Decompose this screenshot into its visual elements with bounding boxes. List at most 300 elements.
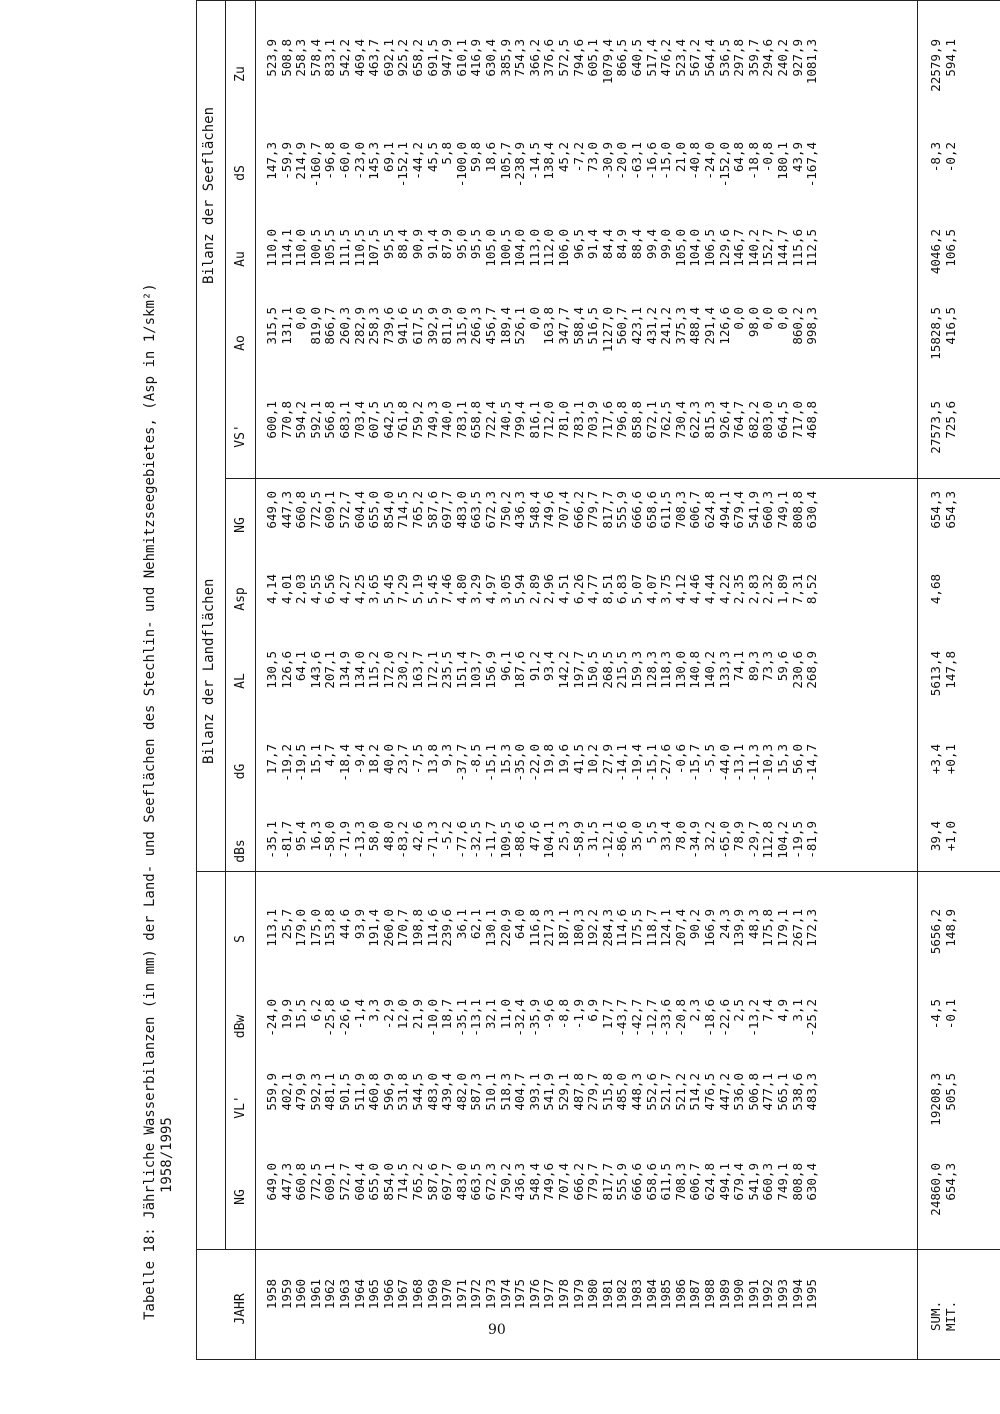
s-cell: 187,1: [556, 909, 571, 947]
ao-cell: 241,2: [658, 307, 674, 345]
dbw-cell: -8,8: [556, 999, 571, 1030]
ao-cell: 131,1: [278, 307, 294, 345]
dg-cell: -15,1: [483, 744, 498, 782]
jahr-cell: 1995: [804, 1279, 820, 1310]
ng-see-cell: 630,4: [804, 491, 820, 529]
zu-cell: 640,5: [629, 39, 644, 77]
ng-see-cell: 749,6: [541, 491, 557, 529]
mit-ds-cell: -0,2: [943, 142, 958, 173]
dbw-cell: 4,9: [775, 999, 790, 1022]
vs-cell: 712,0: [541, 401, 557, 439]
vl-cell: 483,3: [804, 1073, 820, 1111]
zu-cell: 605,1: [585, 39, 601, 77]
ao-cell: 392,9: [424, 307, 440, 345]
dg-cell: -27,6: [658, 744, 674, 782]
au-cell: 115,6: [789, 229, 805, 267]
al-cell: 142,2: [556, 651, 571, 689]
s-cell: 207,4: [672, 909, 688, 947]
asp-cell: 5,45: [380, 574, 396, 605]
mit-au-cell: 106,5: [943, 229, 958, 267]
ng-land-cell: 494,1: [716, 1163, 732, 1201]
mit-al-cell: 147,8: [943, 651, 958, 689]
vs-cell: 703,4: [351, 401, 367, 439]
asp-cell: 1,89: [775, 574, 790, 605]
s-cell: 62,1: [468, 909, 484, 940]
caption-line-1: Tabelle 18: Jährliche Wasserbilanzen (in mm) der Land- und Seeflächen des Stechlin- und Nehmitzseegebietes, (Asp in 1/skm²): [142, 283, 158, 1320]
zu-cell: 294,6: [760, 39, 776, 77]
ng-see-cell: 555,9: [614, 491, 630, 529]
zu-cell: 1081,3: [804, 39, 820, 85]
mit-vl-cell: 505,5: [943, 1073, 958, 1111]
vl-cell: 404,7: [512, 1073, 528, 1111]
ng-see-cell: 655,0: [366, 491, 382, 529]
vl-cell: 565,1: [775, 1073, 790, 1111]
dbw-cell: 15,5: [293, 999, 309, 1030]
ao-cell: 739,6: [380, 307, 396, 345]
al-cell: 128,3: [643, 651, 659, 689]
asp-cell: 7,31: [789, 574, 805, 605]
s-cell: 175,8: [760, 909, 776, 947]
page-number: 90: [488, 1322, 506, 1338]
jahr-cell: 1966: [380, 1279, 396, 1310]
ds-cell: 43,9: [789, 142, 805, 173]
au-cell: 84,4: [599, 229, 615, 260]
mit-dbw-cell: -0,1: [943, 999, 958, 1030]
mit-label: MIT.: [943, 1300, 958, 1331]
sum-vs-cell: 27573,5: [928, 401, 943, 454]
asp-cell: 4,77: [585, 574, 601, 605]
al-cell: 172,0: [380, 651, 396, 689]
jahr-cell: 1960: [293, 1279, 309, 1310]
al-cell: 150,5: [585, 651, 601, 689]
jahr-cell: 1978: [556, 1279, 571, 1310]
ng-land-cell: 714,5: [395, 1163, 411, 1201]
s-cell: 25,7: [278, 909, 294, 940]
au-cell: 106,0: [556, 229, 571, 267]
ao-cell: 282,9: [351, 307, 367, 345]
zu-cell: 925,2: [395, 39, 411, 77]
al-cell: 143,6: [307, 651, 323, 689]
ng-see-cell: 679,4: [731, 491, 747, 529]
vl-cell: 592,3: [307, 1073, 323, 1111]
s-cell: 192,2: [585, 909, 601, 947]
zu-cell: 658,2: [410, 39, 425, 77]
dbw-cell: -25,8: [322, 999, 338, 1037]
dbs-cell: -11,7: [483, 821, 498, 859]
ao-cell: 0,0: [293, 307, 309, 330]
ng-see-cell: 663,5: [468, 491, 484, 529]
asp-cell: 2,96: [541, 574, 557, 605]
s-cell: 64,0: [512, 909, 528, 940]
ng-see-cell: 494,1: [716, 491, 732, 529]
vs-cell: 781,0: [556, 401, 571, 439]
sum-vl-cell: 19208,3: [928, 1073, 943, 1126]
ao-cell: 860,2: [789, 307, 805, 345]
s-cell: 114,6: [614, 909, 630, 947]
dbs-cell: -58,9: [570, 821, 586, 859]
al-cell: 133,3: [716, 651, 732, 689]
ao-cell: 811,9: [439, 307, 455, 345]
ng-see-cell: 708,3: [672, 491, 688, 529]
dg-cell: -14,7: [804, 744, 820, 782]
s-cell: 191,4: [366, 909, 382, 947]
s-cell: 36,1: [453, 909, 469, 940]
jahr-cell: 1970: [439, 1279, 455, 1310]
dbs-cell: 5,5: [643, 821, 659, 844]
ds-cell: 138,4: [541, 142, 557, 180]
vl-cell: 596,9: [380, 1073, 396, 1111]
vs-cell: 664,5: [775, 401, 790, 439]
sum-zu-cell: 22579,9: [928, 39, 943, 92]
vs-cell: 799,4: [512, 401, 528, 439]
dbw-cell: -1,4: [351, 999, 367, 1030]
vl-cell: 511,9: [351, 1073, 367, 1111]
ng-see-cell: 658,6: [643, 491, 659, 529]
ng-see-cell: 660,3: [760, 491, 776, 529]
ng-see-cell: 666,2: [570, 491, 586, 529]
dbs-cell: 95,4: [293, 821, 309, 852]
ng-see-cell: 649,0: [264, 491, 279, 529]
al-cell: 235,5: [439, 651, 455, 689]
vl-cell: 529,1: [556, 1073, 571, 1111]
dbs-cell: -81,9: [804, 821, 820, 859]
dg-cell: -14,1: [614, 744, 630, 782]
al-cell: 159,3: [629, 651, 644, 689]
dbs-cell: 25,3: [556, 821, 571, 852]
vl-cell: 515,8: [599, 1073, 615, 1111]
asp-cell: 8,52: [804, 574, 820, 605]
sum-al-cell: 5613,4: [928, 651, 943, 697]
ng-land-cell: 548,4: [526, 1163, 542, 1201]
ds-cell: 45,2: [556, 142, 571, 173]
asp-cell: 4,51: [556, 574, 571, 605]
ng-land-cell: 663,5: [468, 1163, 484, 1201]
jahr-cell: 1991: [745, 1279, 761, 1310]
asp-cell: 6,26: [570, 574, 586, 605]
vs-cell: 926,4: [716, 401, 732, 439]
dbs-cell: -58,0: [322, 821, 338, 859]
dbw-cell: -42,7: [629, 999, 644, 1037]
vs-cell: 468,8: [804, 401, 820, 439]
ng-land-cell: 541,9: [745, 1163, 761, 1201]
jahr-cell: 1977: [541, 1279, 557, 1310]
al-cell: 207,1: [322, 651, 338, 689]
dbw-cell: -10,0: [424, 999, 440, 1037]
ng-see-cell: 611,5: [658, 491, 674, 529]
dg-cell: 23,7: [395, 744, 411, 775]
al-cell: 130,0: [672, 651, 688, 689]
dbw-cell: 6,2: [307, 999, 323, 1022]
s-cell: 113,1: [264, 909, 279, 947]
asp-cell: 3,29: [468, 574, 484, 605]
jahr-cell: 1971: [453, 1279, 469, 1310]
s-cell: 48,3: [745, 909, 761, 940]
vl-cell: 448,3: [629, 1073, 644, 1111]
vl-cell: 521,7: [658, 1073, 674, 1111]
dbs-cell: 109,5: [497, 821, 513, 859]
dbs-cell: 48,0: [380, 821, 396, 852]
land-see-divider: [225, 478, 1000, 479]
ng-see-cell: 817,7: [599, 491, 615, 529]
dg-cell: 19,6: [556, 744, 571, 775]
au-cell: 105,0: [672, 229, 688, 267]
dbs-cell: -71,9: [337, 821, 352, 859]
asp-cell: 4,14: [264, 574, 279, 605]
jahr-cell: 1987: [687, 1279, 703, 1310]
dbw-cell: -22,6: [716, 999, 732, 1037]
al-cell: 74,1: [731, 651, 747, 682]
vs-cell: 764,7: [731, 401, 747, 439]
au-cell: 114,1: [278, 229, 294, 267]
al-cell: 73,3: [760, 651, 776, 682]
asp-cell: 3,65: [366, 574, 382, 605]
dbw-cell: -43,7: [614, 999, 630, 1037]
s-cell: 24,3: [716, 909, 732, 940]
au-cell: 110,5: [351, 229, 367, 267]
ng-see-cell: 436,3: [512, 491, 528, 529]
al-cell: 59,6: [775, 651, 790, 682]
s-cell: 172,3: [804, 909, 820, 947]
s-cell: 170,7: [395, 909, 411, 947]
jahr-cell: 1959: [278, 1279, 294, 1310]
ds-cell: -24,0: [702, 142, 717, 180]
ng-see-cell: 604,4: [351, 491, 367, 529]
vl-cell: 485,0: [614, 1073, 630, 1111]
ds-cell: -15,0: [658, 142, 674, 180]
vs-cell: 672,1: [643, 401, 659, 439]
ng-see-cell: 750,2: [497, 491, 513, 529]
jahr-cell: 1975: [512, 1279, 528, 1310]
vs-cell: 730,4: [672, 401, 688, 439]
header-al: AL: [233, 673, 248, 689]
zu-cell: 794,6: [570, 39, 586, 77]
asp-cell: 6,56: [322, 574, 338, 605]
au-cell: 105,5: [322, 229, 338, 267]
dbs-cell: -13,3: [351, 821, 367, 859]
dbs-cell: 47,6: [526, 821, 542, 852]
vs-cell: 770,8: [278, 401, 294, 439]
vs-cell: 816,1: [526, 401, 542, 439]
ng-land-cell: 708,3: [672, 1163, 688, 1201]
vl-cell: 476,5: [702, 1073, 717, 1111]
zu-cell: 523,9: [264, 39, 279, 77]
ao-cell: 315,0: [453, 307, 469, 345]
vs-cell: 761,8: [395, 401, 411, 439]
dg-cell: -9,4: [351, 744, 367, 775]
header-dg: dG: [233, 763, 248, 780]
dbs-cell: -35,1: [264, 821, 279, 859]
dg-cell: 17,7: [264, 744, 279, 775]
header-vs: VS': [233, 424, 248, 448]
au-cell: 95,5: [380, 229, 396, 260]
ng-land-cell: 750,2: [497, 1163, 513, 1201]
jahr-cell: 1990: [731, 1279, 747, 1310]
s-cell: 175,5: [629, 909, 644, 947]
asp-cell: 5,45: [424, 574, 440, 605]
au-cell: 95,0: [453, 229, 469, 260]
ds-cell: -7,2: [570, 142, 586, 173]
asp-cell: 7,29: [395, 574, 411, 605]
dg-cell: -19,2: [278, 744, 294, 782]
ng-land-cell: 658,6: [643, 1163, 659, 1201]
sum-asp-cell: 4,68: [928, 574, 943, 605]
vl-cell: 477,1: [760, 1073, 776, 1111]
ao-cell: 291,4: [702, 307, 717, 345]
header-ds: dS: [233, 165, 248, 181]
table-caption: [142, 283, 176, 1320]
vs-cell: 682,2: [745, 401, 761, 439]
header-asp: Asp: [233, 587, 248, 611]
al-cell: 140,8: [687, 651, 703, 689]
dbs-cell: 112,8: [760, 821, 776, 859]
jahr-cell: 1979: [570, 1279, 586, 1310]
dbs-cell: 31,5: [585, 821, 601, 852]
dbs-cell: 78,0: [672, 821, 688, 852]
dbw-cell: -1,9: [570, 999, 586, 1030]
asp-cell: 4,07: [643, 574, 659, 605]
ao-cell: 866,7: [322, 307, 338, 345]
dbs-cell: 32,2: [702, 821, 717, 852]
jahr-cell: 1964: [351, 1279, 367, 1310]
dbw-cell: -26,6: [337, 999, 352, 1037]
s-cell: 118,7: [643, 909, 659, 947]
zu-cell: 754,3: [512, 39, 528, 77]
au-cell: 140,2: [745, 229, 761, 267]
zu-cell: 692,1: [380, 39, 396, 77]
dbw-cell: 19,9: [278, 999, 294, 1030]
vs-cell: 658,8: [468, 401, 484, 439]
al-cell: 118,3: [658, 651, 674, 689]
ng-land-cell: 672,3: [483, 1163, 498, 1201]
asp-cell: 5,07: [629, 574, 644, 605]
al-cell: 230,6: [789, 651, 805, 689]
asp-cell: 7,46: [439, 574, 455, 605]
al-cell: 93,4: [541, 651, 557, 682]
vs-cell: 703,9: [585, 401, 601, 439]
zu-cell: 691,5: [424, 39, 440, 77]
dg-cell: 4,7: [322, 744, 338, 767]
s-cell: 166,9: [702, 909, 717, 947]
ao-cell: 347,7: [556, 307, 571, 345]
au-cell: 90,9: [410, 229, 425, 260]
ao-cell: 488,4: [687, 307, 703, 345]
dbs-cell: 104,2: [775, 821, 790, 859]
ds-cell: -20,0: [614, 142, 630, 180]
dg-cell: -22,0: [526, 744, 542, 782]
vs-cell: 759,2: [410, 401, 425, 439]
vl-cell: 402,1: [278, 1073, 294, 1111]
ng-land-cell: 655,0: [366, 1163, 382, 1201]
jahr-cell: 1983: [629, 1279, 644, 1310]
ao-cell: 998,3: [804, 307, 820, 345]
ng-see-cell: 772,5: [307, 491, 323, 529]
s-cell: 180,3: [570, 909, 586, 947]
dg-cell: -44,0: [716, 744, 732, 782]
ds-cell: 64,8: [731, 142, 747, 173]
ao-cell: 588,4: [570, 307, 586, 345]
jahr-cell: 1974: [497, 1279, 513, 1310]
s-cell: 114,6: [424, 909, 440, 947]
ng-land-cell: 817,7: [599, 1163, 615, 1201]
au-cell: 112,0: [541, 229, 557, 267]
jahr-cell: 1969: [424, 1279, 440, 1310]
dbw-cell: 2,5: [731, 999, 747, 1022]
al-cell: 187,6: [512, 651, 528, 689]
dbs-cell: -88,6: [512, 821, 528, 859]
asp-cell: 4,12: [672, 574, 688, 605]
zu-cell: 833,1: [322, 39, 338, 77]
vs-cell: 783,1: [453, 401, 469, 439]
dbw-cell: 6,9: [585, 999, 601, 1022]
vs-cell: 740,5: [497, 401, 513, 439]
ao-cell: 258,3: [366, 307, 382, 345]
caption-line-2: 1958/1995: [159, 1117, 175, 1193]
vl-cell: 279,7: [585, 1073, 601, 1111]
dg-cell: 40,0: [380, 744, 396, 775]
s-cell: 217,3: [541, 909, 557, 947]
vs-cell: 796,8: [614, 401, 630, 439]
jahr-cell: 1980: [585, 1279, 601, 1310]
vl-cell: 510,1: [483, 1073, 498, 1111]
ng-land-cell: 679,4: [731, 1163, 747, 1201]
s-cell: 93,9: [351, 909, 367, 940]
dbw-cell: -2,9: [380, 999, 396, 1030]
au-cell: 112,5: [804, 229, 820, 267]
mit-ng-see-cell: 654,3: [943, 491, 958, 529]
mit-s-cell: 148,9: [943, 909, 958, 947]
dbw-cell: -35,1: [453, 999, 469, 1037]
au-cell: 105,0: [483, 229, 498, 267]
ds-cell: 5,8: [439, 142, 455, 165]
jahr-cell: 1962: [322, 1279, 338, 1310]
au-cell: 99,0: [658, 229, 674, 260]
jahr-cell: 1976: [526, 1279, 542, 1310]
mit-dg-cell: +0,1: [943, 744, 958, 775]
vl-cell: 559,9: [264, 1073, 279, 1111]
vl-cell: 518,3: [497, 1073, 513, 1111]
ng-land-cell: 666,2: [570, 1163, 586, 1201]
dbw-cell: -12,7: [643, 999, 659, 1037]
asp-cell: 2,32: [760, 574, 776, 605]
ds-cell: 147,3: [264, 142, 279, 180]
vl-cell: 587,3: [468, 1073, 484, 1111]
ds-cell: -18,8: [745, 142, 761, 180]
s-cell: 179,0: [293, 909, 309, 947]
ng-land-cell: 436,3: [512, 1163, 528, 1201]
asp-cell: 2,89: [526, 574, 542, 605]
header-dbs: dBs: [233, 839, 248, 863]
ng-see-cell: 624,8: [702, 491, 717, 529]
vl-cell: 541,9: [541, 1073, 557, 1111]
jahr-cell: 1994: [789, 1279, 805, 1310]
ng-land-cell: 587,6: [424, 1163, 440, 1201]
group-header-land: Bilanz der Landflächen: [201, 578, 217, 764]
dbw-cell: -18,6: [702, 999, 717, 1037]
au-cell: 91,4: [424, 229, 440, 260]
zu-cell: 463,7: [366, 39, 382, 77]
dbw-cell: -32,4: [512, 999, 528, 1037]
ds-cell: -152,1: [395, 142, 411, 188]
ao-cell: 375,3: [672, 307, 688, 345]
dbs-cell: 78,9: [731, 821, 747, 852]
mit-ao-cell: 416,5: [943, 307, 958, 345]
vs-cell: 607,5: [366, 401, 382, 439]
ao-cell: 260,3: [337, 307, 352, 345]
table-vertical-rule-1: [197, 1249, 1000, 1250]
vl-cell: 514,2: [687, 1073, 703, 1111]
zu-cell: 258,3: [293, 39, 309, 77]
s-cell: 220,9: [497, 909, 513, 947]
